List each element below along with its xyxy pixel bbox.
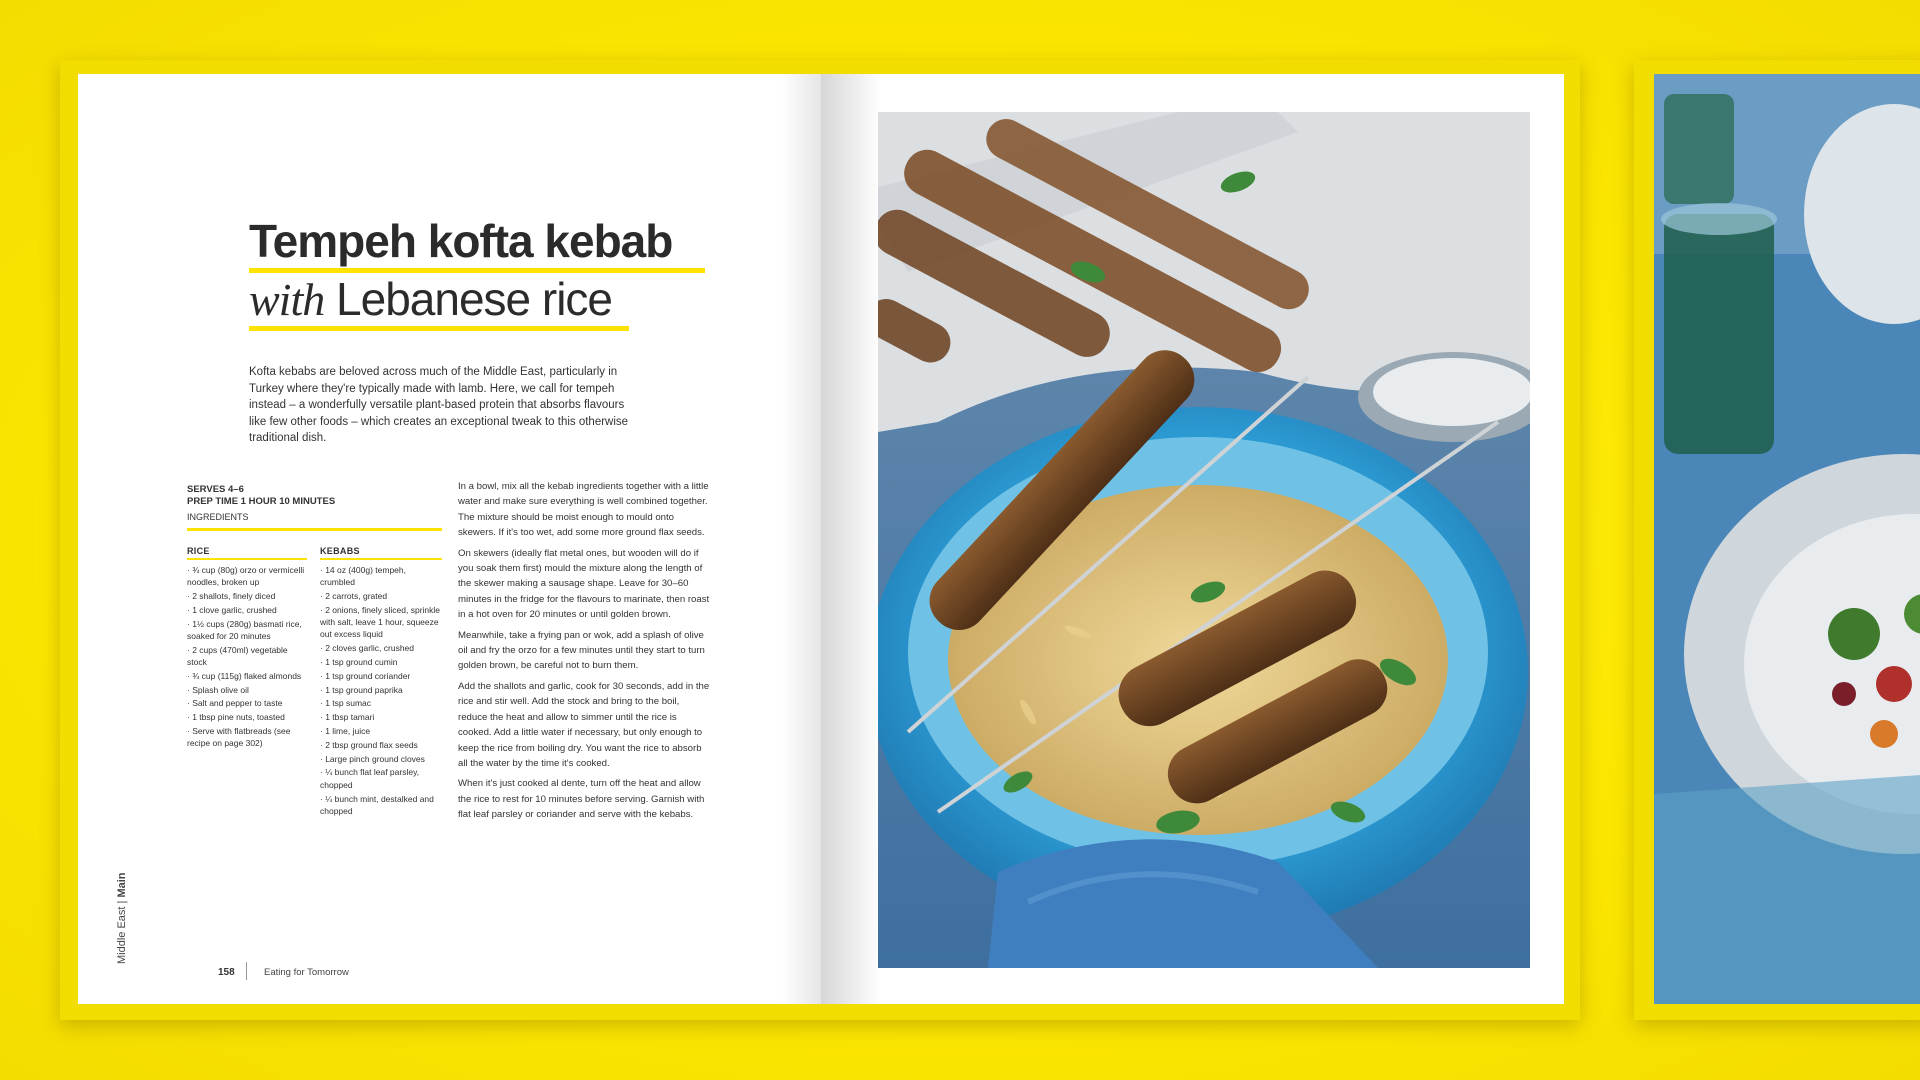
rice-rule (187, 558, 307, 560)
ingredient-item: · 14 oz (400g) tempeh, crumbled (320, 565, 406, 588)
ingredient-item: · 2 cups (470ml) vegetable stock (187, 644, 288, 668)
ingredient-item: · Splash olive oil (187, 684, 249, 695)
method-step: On skewers (ideally flat metal ones, but wooden will do if you soak them first) mould the mixture along the length of the skewer making a sausage shape. Leave for 30–60 minutes in the fridge for the flavours to marinate, then roast in a hot oven for 20 minutes or until golden brown. (458, 547, 710, 621)
section-label (116, 872, 128, 964)
second-book-partial (1634, 60, 1920, 1020)
meta-rule (187, 528, 442, 531)
rice-ingredients (187, 564, 305, 751)
section-name: Middle East (116, 906, 128, 964)
ingredient-item: · 2 cloves garlic, crushed (320, 643, 415, 654)
kebabs-heading: KEBABS (320, 546, 360, 556)
title-with: with (249, 274, 325, 325)
category-name: Main (116, 872, 128, 898)
ingredient-item: · ¾ cup (115g) flaked almonds (187, 670, 302, 681)
ingredient-item: · 1 tsp ground coriander (320, 670, 411, 681)
recipe-meta (187, 484, 442, 523)
section-divider: | (116, 897, 128, 907)
ingredient-item: · 1 tbsp pine nuts, toasted (187, 712, 285, 723)
recipe-title-line-1: Tempeh kofta kebab (249, 215, 673, 267)
kebabs-rule (320, 558, 442, 560)
ingredient-item: · 1 tsp ground paprika (320, 684, 403, 695)
rice-heading: RICE (187, 546, 210, 556)
ingredients-label: INGREDIENTS (187, 512, 249, 522)
ingredient-item: · 1 lime, juice (320, 726, 371, 737)
ingredient-item: · ¾ cup (80g) orzo or vermicelli noodles, broken up (187, 565, 305, 588)
kebab-photo-illustration (878, 112, 1530, 968)
page-gutter-shadow (781, 74, 821, 1004)
salad-photo-illustration (1654, 74, 1920, 1004)
recipe-intro: Kofta kebabs are beloved across much of the Middle East, particularly in Turkey where they're typically made with lamb. Here, we call for tempeh instead – a wonderfully versatile plant-based protein that absorbs flavours like few other foods – which creates an exceptional tweak to this otherwise traditional dish. (249, 366, 629, 444)
open-cookbook (60, 60, 1580, 1020)
method-step: When it's just cooked al dente, turn off the heat and allow the rice to rest for 10 minutes before serving. Garnish with flat leaf parsley or coriander and serve with the kebabs. (458, 778, 705, 821)
title-highlight-2 (249, 326, 629, 331)
page-number: 158 (218, 967, 235, 978)
left-page (78, 74, 821, 1004)
kebab-photo (878, 112, 1530, 968)
ingredient-item: · 1 tbsp tamari (320, 712, 375, 723)
book-title: Eating for Tomorrow (264, 967, 349, 978)
ingredient-item: · 2 shallots, finely diced (187, 591, 276, 602)
ingredient-item: · Serve with flatbreads (see recipe on page 302) (187, 726, 291, 749)
prep-time: PREP TIME 1 HOUR 10 MINUTES (187, 496, 336, 507)
ingredient-item: · Salt and pepper to taste (187, 698, 283, 709)
ingredient-item: · 2 carrots, grated (320, 591, 388, 602)
page-gutter-shadow-right (821, 74, 881, 1004)
kebab-ingredients (320, 564, 442, 819)
right-page (821, 74, 1564, 1004)
ingredient-item: · ¼ bunch flat leaf parsley, chopped (320, 767, 420, 790)
serves: SERVES 4–6 (187, 484, 244, 495)
recipe-method (458, 479, 710, 828)
ingredient-item: · 1½ cups (280g) basmati rice, soaked for 20 minutes (187, 618, 302, 641)
recipe-title-line-2 (249, 272, 612, 326)
ingredient-item: · 1 tsp ground cumin (320, 657, 398, 668)
method-step: Add the shallots and garlic, cook for 30 seconds, add in the rice and stir well. Add the stock and bring to the boil, reduce the heat and allow to simmer until the rice is cooked. Add a little water if necessary, but only enough to keep the rice from boiling dry. You want the rice to absorb all the water by the time it's cooked. (458, 680, 710, 769)
ingredient-item: · 1 clove garlic, crushed (187, 604, 277, 615)
method-step: In a bowl, mix all the kebab ingredients together with a little water and make sure everything is well combined together. The mixture should be moist enough to mould onto skewers. If it's too wet, add some more ground flax seeds. (458, 481, 709, 539)
method-step: Meanwhile, take a frying pan or wok, add a splash of olive oil and fry the orzo for a few minutes until they start to turn golden brown, be careful not to burn them. (458, 629, 705, 672)
ingredient-item: · Large pinch ground cloves (320, 753, 425, 764)
ingredient-item: · 2 onions, finely sliced, sprinkle with salt, leave 1 hour, squeeze out excess liquid (320, 604, 441, 640)
ingredient-item: · ¼ bunch mint, destalked and chopped (320, 793, 434, 816)
ingredient-item: · 2 tbsp ground flax seeds (320, 739, 418, 750)
salad-photo (1654, 74, 1920, 1004)
folio-divider (246, 962, 247, 980)
ingredient-item: · 1 tsp sumac (320, 698, 372, 709)
title-line-2-rest: Lebanese rice (324, 273, 613, 325)
